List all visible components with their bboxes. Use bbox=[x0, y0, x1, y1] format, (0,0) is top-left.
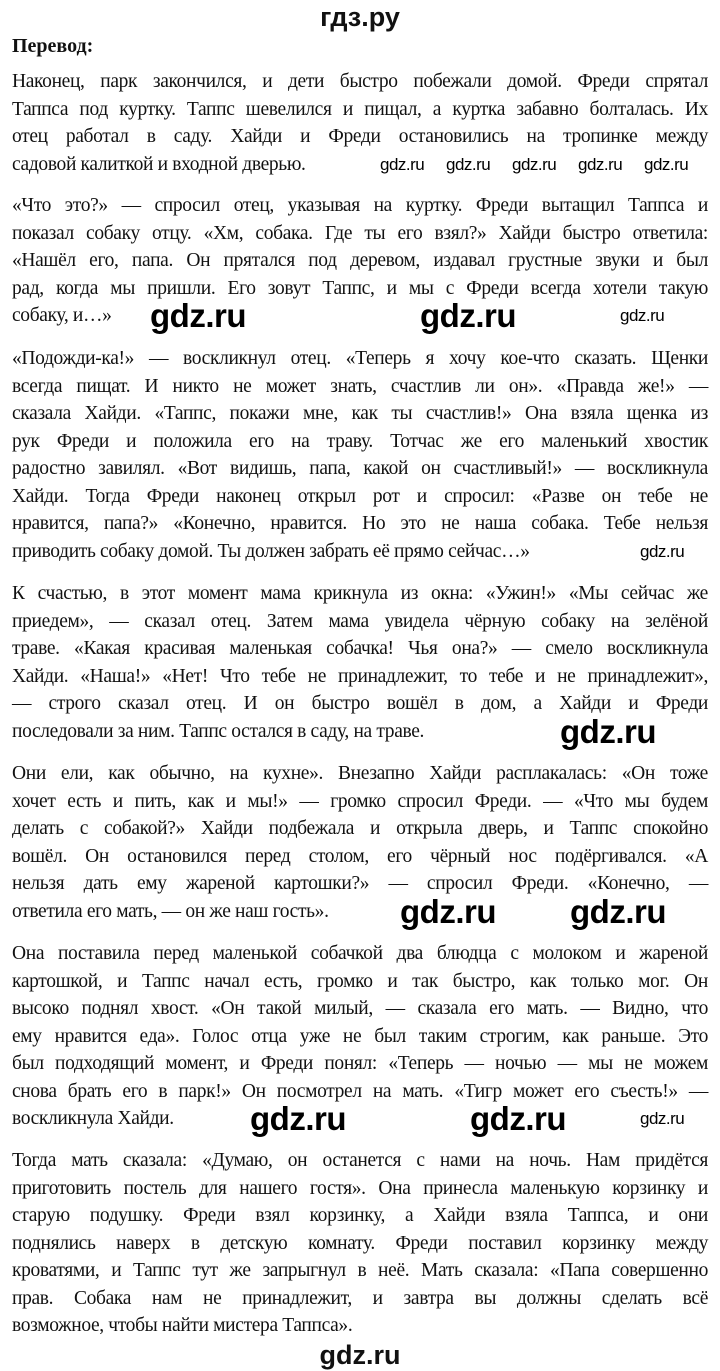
paragraph bbox=[12, 1147, 708, 1340]
text-line: снова брать его в парк!» Он посмотрел на мать. «Тигр может его съесть!» — bbox=[12, 1080, 708, 1102]
footer-site-title: gdz.ru bbox=[319, 1340, 401, 1370]
text-line: Наконец, парк закончился, и дети быстро побежали домой. Фреди спрятал bbox=[12, 71, 708, 92]
text-line: старую подушку. Фреди взял корзинку, а Хайди взяла Таппса, и они bbox=[12, 1205, 708, 1226]
text-line: нравится, папа?» «Конечно, нравится. Но это не наша собака. Тебе нельзя bbox=[12, 513, 708, 534]
text-line: хочет есть и пить, как и мы!» — громко спросил Фреди. — «Что мы будем bbox=[12, 790, 708, 812]
text-line: садовой калиткой и входной дверью. bbox=[12, 153, 306, 175]
paragraph bbox=[12, 192, 708, 334]
text-line: поднялись наверх в детскую комнату. Фреди поставил корзинку между bbox=[12, 1232, 708, 1254]
text-line: высоко поднял хвост. «Он такой милый, — сказала его мать. — Видно, что bbox=[12, 998, 708, 1019]
text-line: ему нравится еда». Голос отца уже не был таким строгим, как раньше. Это bbox=[12, 1025, 708, 1047]
watermark: gdz.ru bbox=[470, 1100, 566, 1137]
text-line: приводить собаку домой. Ты должен забрать её прямо сейчас…» bbox=[12, 540, 530, 562]
watermark: gdz.ru bbox=[400, 892, 496, 930]
text-line: ответила его мать, — он же наш гость». bbox=[12, 900, 329, 922]
text-line: К счастью, в этот момент мама крикнула из окна: «Ужин!» «Мы сейчас же bbox=[12, 583, 708, 604]
text-line: показал собаку отцу. «Хм, собака. Где ты его взял?» Хайди быстро ответила: bbox=[12, 222, 708, 244]
text-line: Таппса под куртку. Таппс шевелился и пищал, а куртка забавно болталась. Их bbox=[12, 98, 708, 120]
site-title: гдз.ру bbox=[320, 2, 400, 32]
text-line: приедем», — сказал отец. Затем мама увидела чёрную собаку на зелёной bbox=[12, 610, 708, 632]
text-line: Хайди. «Наша!» «Нет! Что тебе не принадлежит, то тебе и не принадлежит», bbox=[12, 665, 708, 687]
text-line: рук Фреди и положила его на траву. Тотчас же его маленький хвостик bbox=[12, 430, 708, 452]
text-line: сказала Хайди. «Таппс, покажи мне, как ты счастлив!» Она взяла щенка из bbox=[12, 403, 708, 424]
text-line: — строго сказал отец. И он быстро вошёл в дом, а Хайди и Фреди bbox=[12, 693, 708, 714]
text-line: возможное, чтобы найти мистера Таппса». bbox=[12, 1315, 353, 1336]
text-line: Хайди. Тогда Фреди наконец открыл рот и спросил: «Разве он тебе не bbox=[12, 485, 708, 507]
text-line: воскликнула Хайди. bbox=[12, 1108, 174, 1129]
text-line: всегда пищат. И никто не может знать, счастлив ли он». «Правда же!» — bbox=[12, 375, 708, 397]
text-line: «Нашёл его, папа. Он прятался под деревом, издавал грустные звуки и был bbox=[12, 250, 708, 271]
watermark: gdz.ru bbox=[380, 154, 425, 174]
watermark: gdz.ru bbox=[512, 154, 557, 174]
watermark: gdz.ru bbox=[560, 712, 656, 750]
text-line: нельзя дать ему жареной картошки?» — спросил Фреди. «Конечно, — bbox=[12, 873, 708, 894]
text-line: кроватями, и Таппс тут же запрыгнул в неё. Мать сказала: «Папа совершенно bbox=[12, 1260, 708, 1281]
watermark: gdz.ru bbox=[150, 297, 246, 334]
watermark: gdz.ru bbox=[640, 541, 685, 561]
paragraph bbox=[12, 940, 708, 1137]
watermark: gdz.ru bbox=[570, 892, 666, 930]
watermark: gdz.ru bbox=[420, 297, 516, 334]
text-line: Она поставила перед маленькой собачкой два блюдца с молоком и жареной bbox=[12, 943, 708, 964]
text-line: траве. «Какая красивая маленькая собачка! Чья она?» — смело воскликнула bbox=[12, 638, 708, 659]
paragraph bbox=[12, 345, 708, 565]
watermark: gdz.ru bbox=[640, 1109, 685, 1128]
text-line: собаку, и…» bbox=[12, 305, 112, 326]
watermark: gdz.ru bbox=[578, 154, 623, 174]
watermark: gdz.ru bbox=[644, 154, 689, 174]
text-line: делать с собакой?» Хайди подбежала и открыла дверь, и Таппс спокойно bbox=[12, 818, 708, 839]
watermark: gdz.ru bbox=[446, 154, 491, 174]
text-line: радостно завилял. «Вот видишь, папа, какой он счастливый!» — воскликнула bbox=[12, 458, 708, 479]
text-line: картошкой, и Таппс начал есть, громко и так быстро, как только мог. Он bbox=[12, 970, 708, 992]
text-line: прав. Собака нам не принадлежит, и завтра вы должны сделать всё bbox=[12, 1287, 708, 1309]
text-line: был подходящий момент, и Фреди понял: «Теперь — ночью — мы не можем bbox=[12, 1053, 708, 1074]
text-line: рад, когда мы пришли. Его зовут Таппс, и мы с Фреди всегда хотели такую bbox=[12, 277, 708, 299]
heading-translation: Перевод: bbox=[12, 35, 94, 57]
text-line: отец работал в саду. Хайди и Фреди остановились на тропинке между bbox=[12, 126, 708, 147]
text-line: «Что это?» — спросил отец, указывая на куртку. Фреди вытащил Таппса и bbox=[12, 195, 708, 216]
watermark: gdz.ru bbox=[250, 1100, 346, 1137]
text-line: вошёл. Он остановился перед столом, его чёрный нос подёргивался. «А bbox=[12, 845, 708, 867]
text-line: Они ели, как обычно, на кухне». Внезапно Хайди расплакалась: «Он тоже bbox=[12, 763, 708, 784]
text-line: Тогда мать сказала: «Думаю, он останется с нами на ночь. Нам придётся bbox=[12, 1150, 708, 1171]
watermark: gdz.ru bbox=[620, 306, 665, 325]
text-line: приготовить постель для нашего гостя». Она принесла маленькую корзинку и bbox=[12, 1177, 708, 1199]
text-line: последовали за ним. Таппс остался в саду, на траве. bbox=[12, 720, 425, 742]
text-line: «Подожди-ка!» — воскликнул отец. «Теперь я хочу кое-что сказать. Щенки bbox=[12, 348, 708, 369]
